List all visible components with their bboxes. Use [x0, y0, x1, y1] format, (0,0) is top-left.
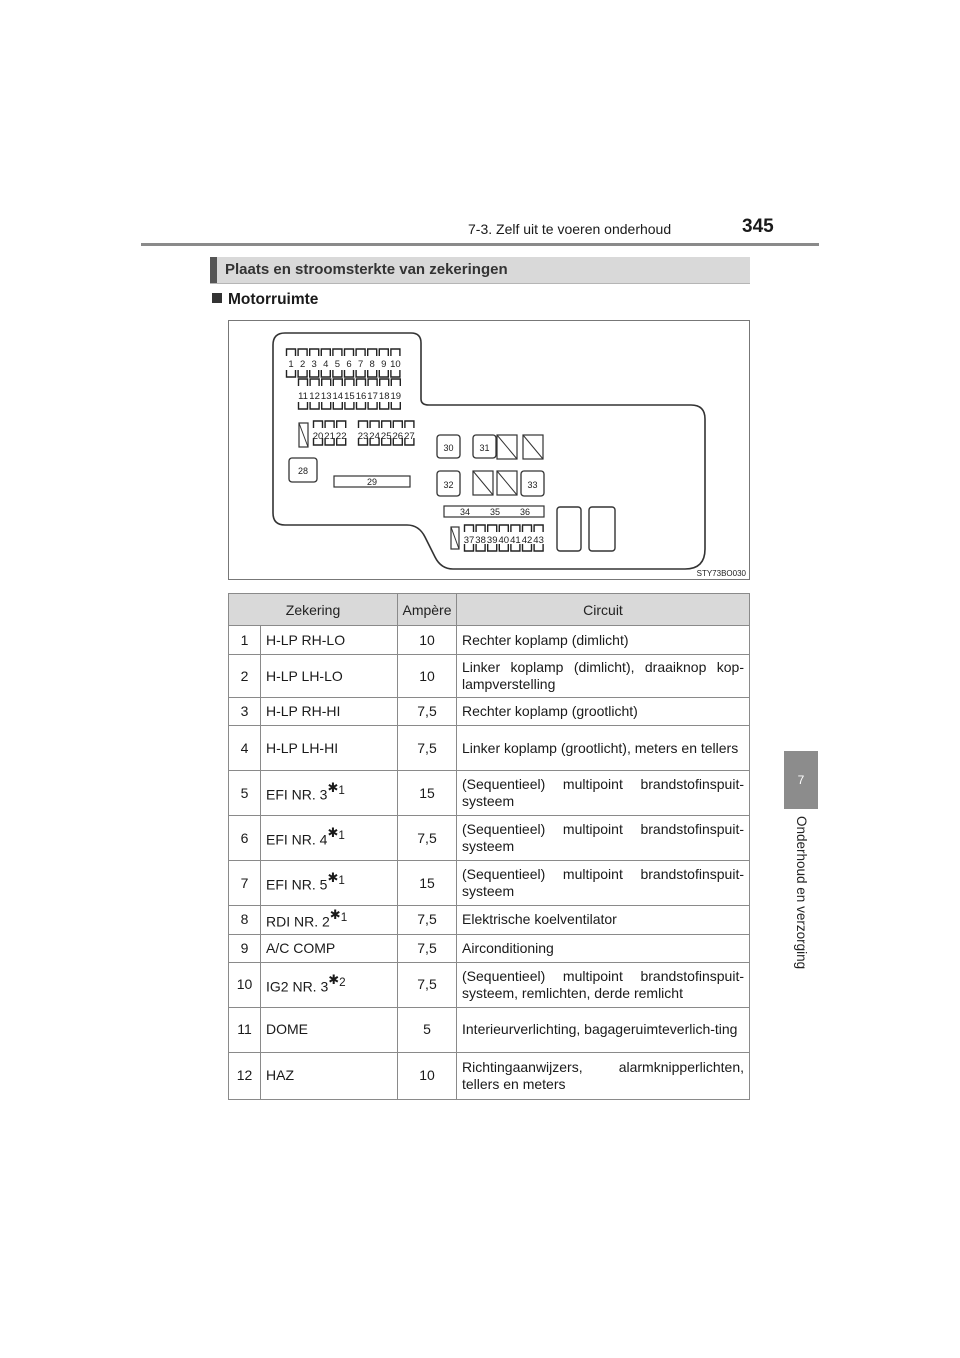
fuse-circuit: Elektrische koelventilator — [457, 906, 750, 935]
fuse-label-18: 18 — [378, 391, 390, 402]
fuse-box-drawing — [229, 321, 749, 579]
fuse-circuit: Linker koplamp (grootlicht), meters en tellers — [457, 726, 750, 771]
fuse-label-35: 35 — [489, 507, 501, 517]
fuse-label-1: 1 — [288, 359, 294, 370]
fuse-lower-4 — [321, 370, 330, 377]
table-row — [229, 726, 750, 771]
fuse-ampere: 7,5 — [398, 906, 457, 935]
fuse-upper-27 — [405, 421, 414, 428]
fuse-upper-24 — [370, 421, 379, 428]
fuse-label-14: 14 — [332, 391, 344, 402]
fuse-name-cell — [261, 1052, 398, 1099]
fuse-number: 3 — [229, 698, 261, 726]
fuse-number: 7 — [229, 861, 261, 906]
table-row — [229, 1007, 750, 1052]
diagram-code: STY73BO030 — [696, 569, 746, 578]
spare-slot-diagonal — [451, 527, 459, 549]
fuse-ampere: 10 — [398, 626, 457, 655]
footnote-number: 1 — [338, 829, 345, 843]
fuse-upper-9 — [379, 349, 388, 356]
fuse-label-40: 40 — [498, 535, 510, 546]
fuse-upper-5 — [333, 349, 342, 356]
fuse-label-16: 16 — [355, 391, 367, 402]
fuse-label-8: 8 — [369, 359, 375, 370]
fuse-label-31: 31 — [479, 443, 490, 453]
fuse-circuit: Rechter koplamp (dimlicht) — [457, 626, 750, 655]
fuse-circuit: Interieurverlichting, bagageruimteverlich-ting — [457, 1007, 750, 1052]
fuse-upper-16 — [357, 379, 366, 386]
fuse-label-34: 34 — [459, 507, 471, 517]
section-title-accent — [210, 257, 217, 283]
footnote-star: ✱ — [327, 780, 339, 796]
fuse-label-26: 26 — [392, 431, 404, 442]
table-row — [229, 934, 750, 962]
fuse-name-cell — [261, 861, 398, 906]
fuse-label-38: 38 — [475, 535, 486, 546]
fuse-name-cell — [261, 698, 398, 726]
fuse-label-11: 11 — [298, 391, 308, 402]
fuse-name: A/C COMP — [266, 939, 336, 956]
chapter-side-label — [784, 816, 818, 986]
fuse-circuit: (Sequentieel) multipoint brandstofinspuit-systeem — [457, 861, 750, 906]
fuse-name-cell — [261, 771, 398, 816]
fuse-name: EFI NR. 5 — [266, 876, 328, 893]
fuse-label-33: 33 — [527, 480, 538, 490]
fuse-lower-3 — [310, 370, 319, 377]
fuse-label-12: 12 — [309, 391, 320, 402]
fuse-label-10: 10 — [390, 359, 401, 370]
fuse-name-cell — [261, 626, 398, 655]
fuse-name: EFI NR. 4 — [266, 831, 328, 848]
footnote-star: ✱ — [329, 907, 341, 922]
fuse-number: 10 — [229, 962, 261, 1007]
chapter-tab: 7 — [784, 751, 818, 809]
fuse-table — [228, 593, 750, 1100]
relay-block-left — [557, 507, 581, 551]
fuse-upper-23 — [359, 421, 368, 428]
fuse-label-30: 30 — [443, 443, 454, 453]
fuse-lower-12 — [310, 402, 319, 409]
fuse-ampere: 7,5 — [398, 698, 457, 726]
table-row — [229, 626, 750, 655]
fuse-label-13: 13 — [320, 391, 332, 402]
square-bullet-icon — [212, 293, 222, 303]
relay-block-right — [589, 507, 615, 551]
fuse-circuit: Rechter koplamp (grootlicht) — [457, 698, 750, 726]
fuse-name-cell — [261, 1007, 398, 1052]
fuse-label-6: 6 — [346, 359, 352, 370]
fuse-number: 11 — [229, 1007, 261, 1052]
fuse-ampere: 5 — [398, 1007, 457, 1052]
fuse-label-22: 22 — [335, 431, 347, 442]
fuse-upper-10 — [391, 349, 400, 356]
section-title: Plaats en stroomsterkte van zekeringen — [225, 261, 508, 278]
fuse-label-15: 15 — [344, 391, 355, 402]
fuse-label-7: 7 — [357, 359, 364, 370]
footnote-star: ✱ — [327, 825, 339, 841]
header-rule — [141, 243, 819, 246]
fuse-upper-4 — [321, 349, 330, 356]
fuse-ampere: 7,5 — [398, 934, 457, 962]
fuse-label-43: 43 — [533, 535, 544, 546]
footnote-number: 1 — [338, 874, 345, 888]
fuse-ampere: 15 — [398, 771, 457, 816]
fuse-name-cell — [261, 816, 398, 861]
spare-slot-diagonal — [299, 423, 308, 447]
subheading-text: Motorruimte — [228, 291, 319, 308]
fuse-lower-5 — [333, 370, 342, 377]
fuse-upper-1 — [287, 349, 296, 356]
fuse-upper-2 — [298, 349, 307, 356]
fuse-lower-10 — [391, 370, 400, 377]
fuse-label-29: 29 — [366, 477, 378, 487]
fuse-name: H-LP RH-LO — [266, 631, 346, 648]
footnote-star: ✱ — [327, 870, 339, 886]
fuse-label-28: 28 — [297, 466, 309, 476]
fuse-upper-20 — [314, 421, 323, 428]
table-row — [229, 1052, 750, 1099]
fuse-lower-11 — [299, 402, 308, 409]
section-title-bar — [210, 257, 750, 284]
fuse-label-25: 25 — [380, 431, 392, 442]
fuse-name: H-LP RH-HI — [266, 703, 341, 719]
fuse-upper-40 — [499, 525, 508, 532]
footnote-number: 1 — [338, 784, 345, 798]
fuse-upper-15 — [345, 379, 354, 386]
fuse-lower-16 — [357, 402, 366, 409]
fuse-lower-18 — [380, 402, 389, 409]
table-row — [229, 861, 750, 906]
fuse-upper-25 — [382, 421, 391, 428]
fuse-lower-19 — [391, 402, 400, 409]
fuse-ampere: 10 — [398, 1052, 457, 1099]
fuse-ampere: 7,5 — [398, 726, 457, 771]
fuse-lower-1 — [287, 370, 296, 377]
header-zekering: Zekering — [229, 594, 398, 626]
fuse-upper-39 — [488, 525, 497, 532]
fuse-label-36: 36 — [519, 507, 531, 517]
fuse-label-23: 23 — [357, 431, 369, 442]
fuse-name-cell — [261, 655, 398, 698]
fuse-number: 12 — [229, 1052, 261, 1099]
fuse-lower-2 — [298, 370, 307, 377]
table-row — [229, 906, 750, 935]
fuse-name: DOME — [266, 1021, 308, 1038]
fuse-upper-18 — [380, 379, 389, 386]
footnote-star: ✱ — [328, 971, 340, 987]
fuse-upper-38 — [476, 525, 485, 532]
fuse-circuit: Linker koplamp (dimlicht), draaiknop kop-lampverstelling — [457, 655, 750, 698]
fuse-lower-8 — [368, 370, 377, 377]
fuse-number: 2 — [229, 655, 261, 698]
fuse-circuit: (Sequentieel) multipoint brandstofinspuit-systeem — [457, 816, 750, 861]
fuse-upper-14 — [333, 379, 342, 386]
fuse-name: H-LP LH-HI — [266, 739, 339, 756]
header-ampere: Ampère — [398, 594, 457, 626]
fuse-label-19: 19 — [390, 391, 402, 402]
fuse-label-42: 42 — [521, 535, 533, 546]
fuse-upper-43 — [534, 525, 543, 532]
fuse-upper-21 — [325, 421, 334, 428]
fuse-name: RDI NR. 2 — [266, 913, 330, 930]
fuse-circuit: Richtingaanwijzers, alarmknipperlichten, tellers en meters — [457, 1052, 750, 1099]
fuse-upper-12 — [310, 379, 319, 386]
fuse-circuit: (Sequentieel) multipoint brandstofinspuit-systeem — [457, 771, 750, 816]
fuse-upper-17 — [368, 379, 377, 386]
fuse-upper-37 — [465, 525, 474, 532]
fuse-upper-13 — [322, 379, 331, 386]
fuse-label-9: 9 — [381, 359, 387, 370]
fuse-label-2: 2 — [299, 359, 306, 370]
fuse-upper-11 — [299, 379, 308, 386]
fuse-ampere: 10 — [398, 655, 457, 698]
fuse-label-27: 27 — [404, 431, 415, 442]
fuse-upper-3 — [310, 349, 319, 356]
fuse-upper-22 — [337, 421, 346, 428]
fuse-number: 6 — [229, 816, 261, 861]
fuse-lower-7 — [356, 370, 365, 377]
fuse-lower-13 — [322, 402, 331, 409]
fuse-upper-7 — [356, 349, 365, 356]
fuse-lower-15 — [345, 402, 354, 409]
relay-c-diagonal — [473, 471, 493, 495]
fuse-lower-6 — [345, 370, 354, 377]
fuse-ampere: 7,5 — [398, 962, 457, 1007]
fuse-name-cell — [261, 726, 398, 771]
fuse-circuit: Airconditioning — [457, 934, 750, 962]
fuse-number: 4 — [229, 726, 261, 771]
fuse-upper-41 — [511, 525, 520, 532]
fuse-ampere: 7,5 — [398, 816, 457, 861]
fuse-upper-26 — [393, 421, 402, 428]
fuse-upper-6 — [345, 349, 354, 356]
header-circuit: Circuit — [457, 594, 750, 626]
table-row — [229, 816, 750, 861]
table-row — [229, 962, 750, 1007]
footnote-number: 1 — [340, 911, 348, 924]
fuse-label-17: 17 — [367, 391, 378, 402]
fuse-lower-17 — [368, 402, 377, 409]
fuse-circuit: (Sequentieel) multipoint brandstofinspuit-systeem, remlichten, derde remlicht — [457, 962, 750, 1007]
fuse-lower-14 — [333, 402, 342, 409]
section-header: 7-3. Zelf uit te voeren onderhoud — [468, 221, 672, 237]
fuse-lower-9 — [379, 370, 388, 377]
fuse-name-cell — [261, 934, 398, 962]
fuse-name: H-LP LH-LO — [266, 667, 343, 684]
relay-d-diagonal — [497, 471, 517, 495]
fuse-label-20: 20 — [312, 431, 324, 442]
table-row — [229, 771, 750, 816]
fuse-name: HAZ — [266, 1067, 294, 1084]
fuse-number: 5 — [229, 771, 261, 816]
subheading — [212, 291, 318, 309]
page-number: 345 — [742, 216, 774, 237]
fuse-label-21: 21 — [324, 431, 335, 442]
fuse-upper-42 — [523, 525, 532, 532]
fuse-upper-19 — [391, 379, 400, 386]
fuse-name: IG2 NR. 3 — [266, 978, 329, 995]
table-row — [229, 698, 750, 726]
table-header-row — [229, 594, 750, 626]
chapter-side-label-text: Onderhoud en verzorging — [794, 816, 809, 970]
fuse-number: 9 — [229, 934, 261, 962]
table-row — [229, 655, 750, 698]
fuse-name-cell — [261, 962, 398, 1007]
fuse-box-diagram — [228, 320, 750, 580]
fuse-number: 8 — [229, 906, 261, 935]
relay-b-diagonal — [523, 435, 543, 459]
fuse-ampere: 15 — [398, 861, 457, 906]
fuse-name: EFI NR. 3 — [266, 786, 328, 803]
fuse-label-4: 4 — [323, 359, 329, 370]
relay-a-diagonal — [497, 435, 517, 459]
fuse-label-3: 3 — [311, 359, 317, 370]
fuse-label-39: 39 — [486, 535, 498, 546]
fuse-label-41: 41 — [510, 535, 521, 546]
fuse-label-37: 37 — [463, 535, 475, 546]
fuse-number: 1 — [229, 626, 261, 655]
fuse-label-32: 32 — [443, 480, 454, 490]
fuse-name-cell — [261, 906, 398, 935]
fuse-label-5: 5 — [334, 359, 341, 370]
fuse-label-24: 24 — [369, 431, 380, 442]
footnote-number: 2 — [339, 975, 346, 989]
fuse-upper-8 — [368, 349, 377, 356]
